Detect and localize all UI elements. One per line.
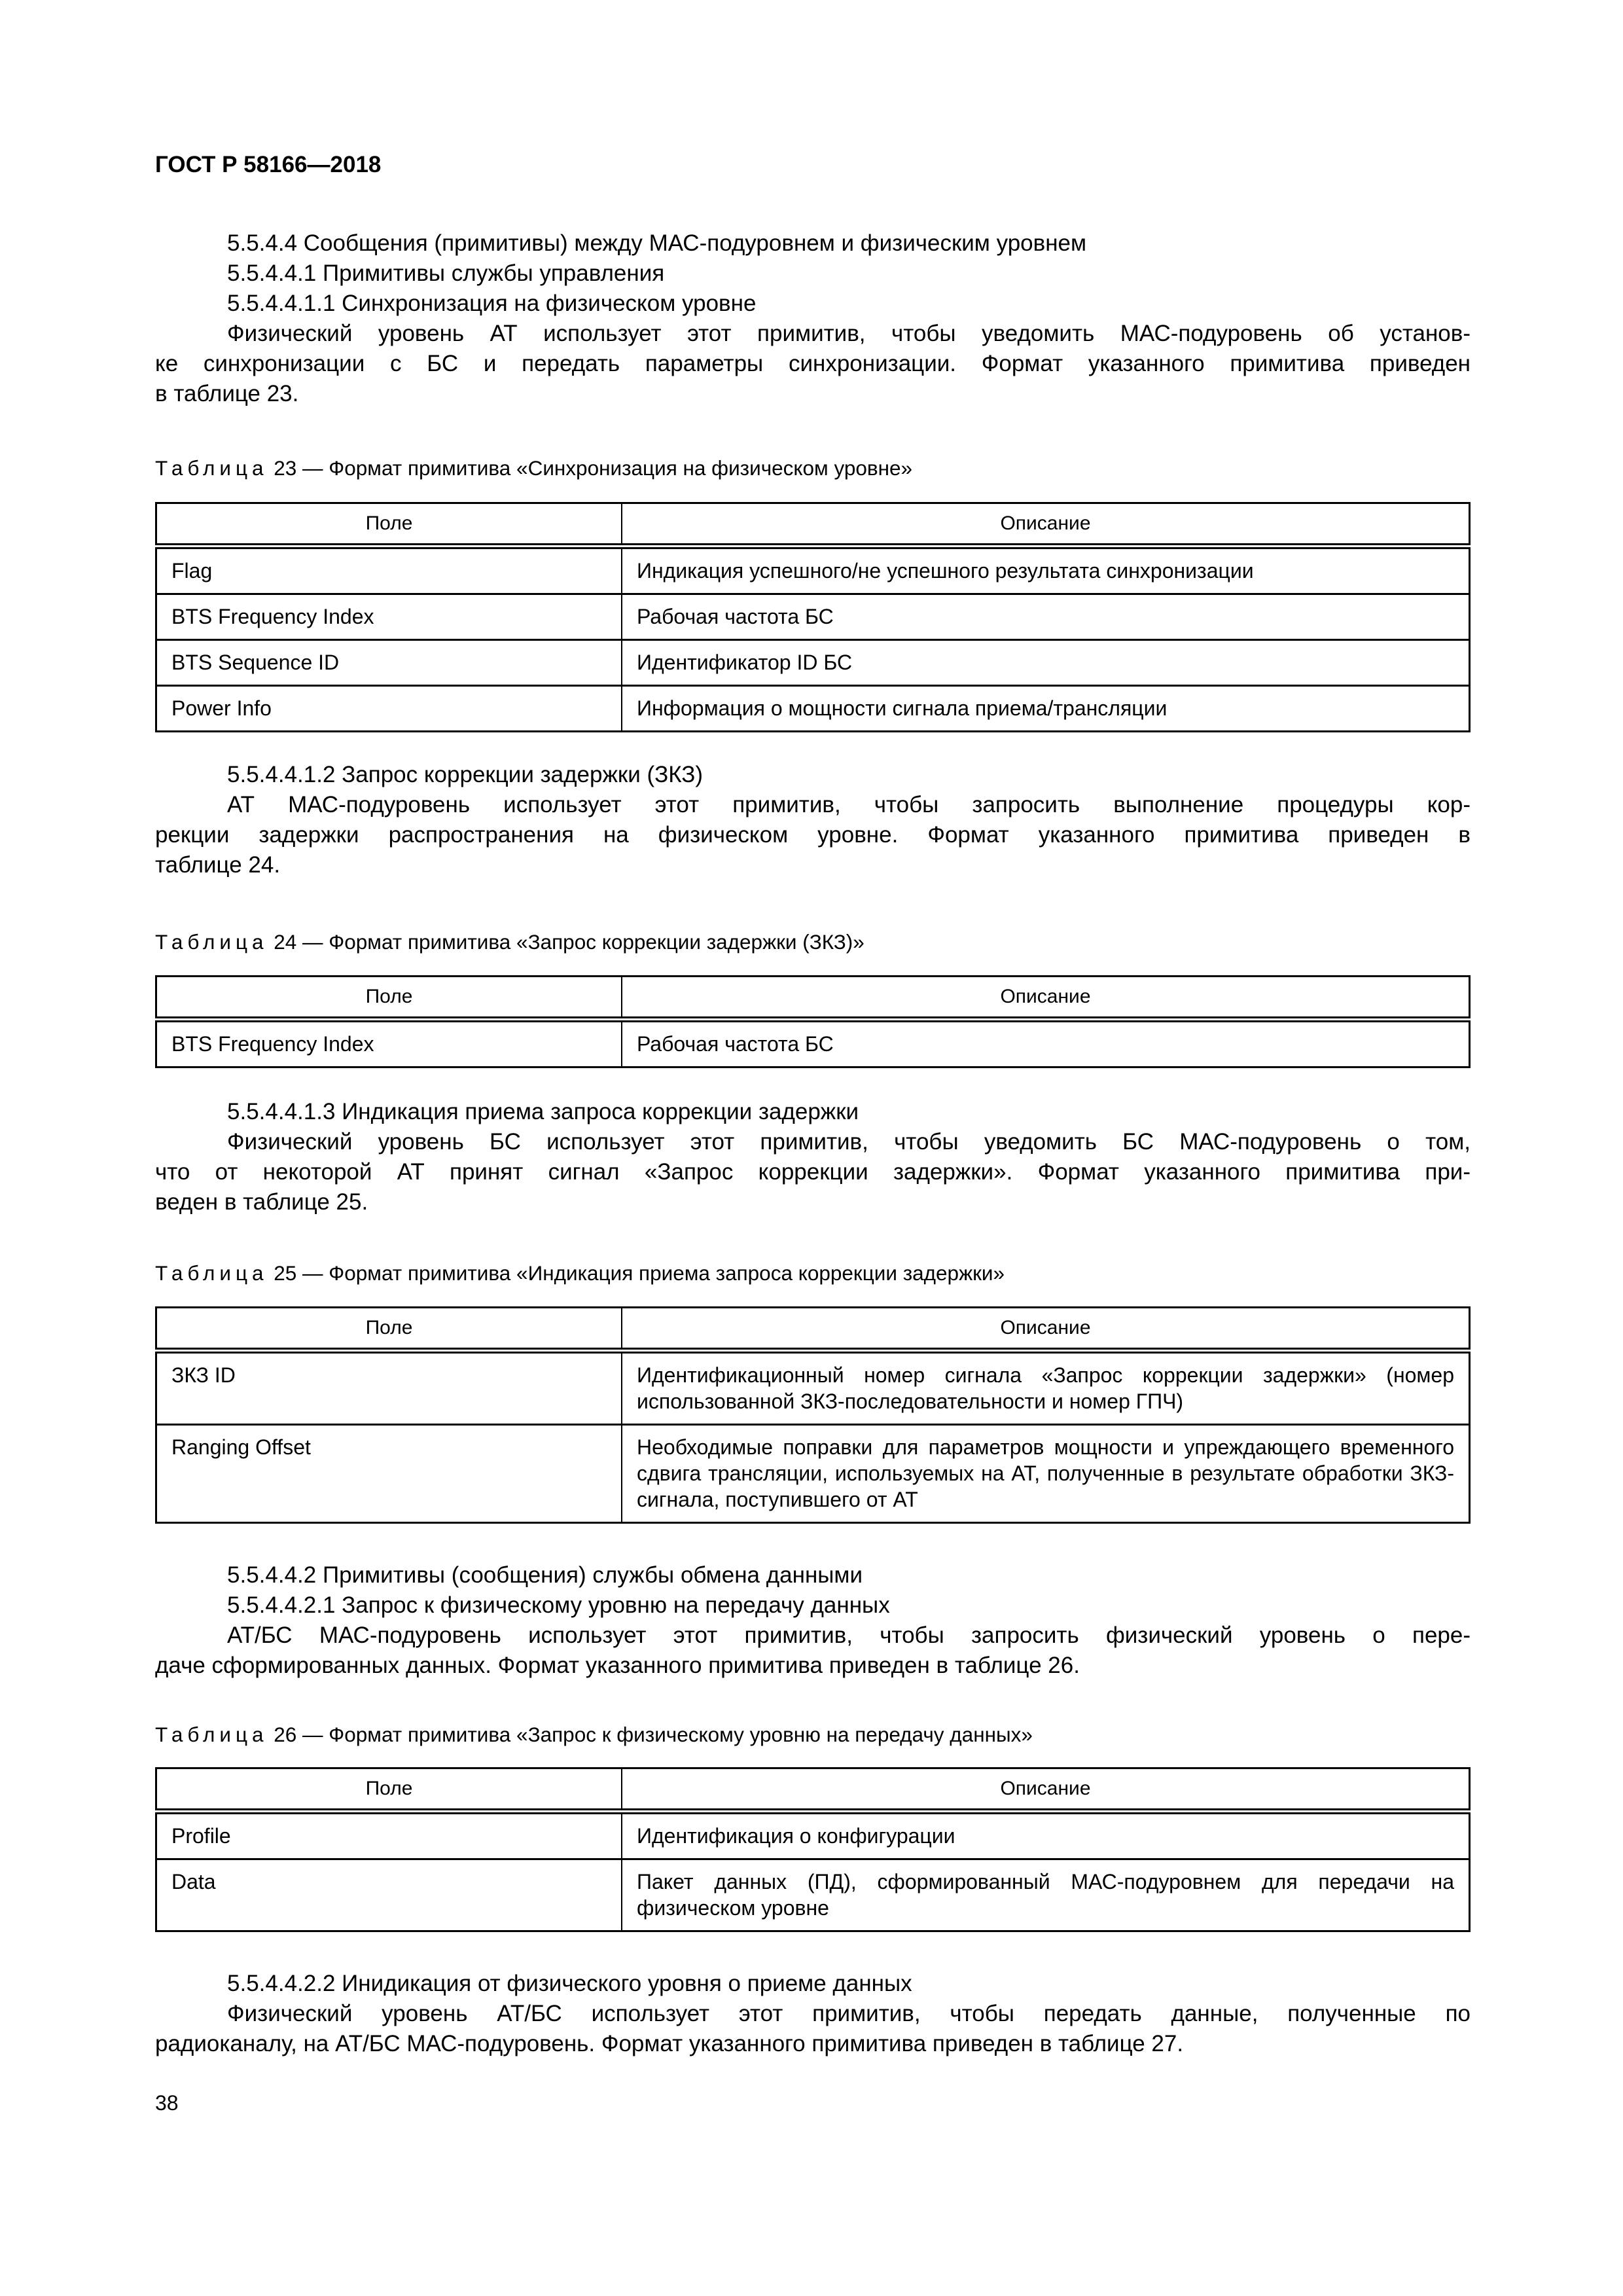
table-label: Таблица <box>155 1261 268 1285</box>
heading-5-5-4-4-1-2: 5.5.4.4.1.2 Запрос коррекции задержки (ЗКЗ) <box>227 762 704 787</box>
heading-5-5-4-4-1: 5.5.4.4.1 Примитивы службы управления <box>227 260 665 286</box>
table-row <box>156 594 1470 640</box>
paragraph-line: АТ МАС-подуровень использует этот примитив, чтобы запросить выполнение процедуры кор- <box>227 792 1471 817</box>
section-5-5-4-4-1-3 <box>155 1097 1471 1217</box>
description-cell: Идентификация о конфигурации <box>622 1812 1470 1859</box>
table-title: 25 — Формат примитива «Индикация приема запроса коррекции задержки» <box>268 1261 1005 1285</box>
paragraph-line: веден в таблице 25. <box>155 1189 368 1215</box>
table-row <box>156 1020 1470 1067</box>
paragraph-line: радиоканалу, на АТ/БС МАС-подуровень. Формат указанного примитива приведен в таблице 27. <box>155 2031 1184 2056</box>
paragraph-line: таблице 24. <box>155 852 281 878</box>
table-title: 24 — Формат примитива «Запрос коррекции задержки (ЗКЗ)» <box>268 930 865 954</box>
table-header-row <box>156 977 1470 1020</box>
column-header-field: Поле <box>156 977 622 1020</box>
table-24 <box>155 975 1471 1068</box>
paragraph-line: даче сформированных данных. Формат указанного примитива приведен в таблице 26. <box>155 1653 1080 1678</box>
table-row <box>156 1859 1470 1931</box>
table-25 <box>155 1306 1471 1524</box>
paragraph-line: ке синхронизации с БС и передать параметры синхронизации. Формат указанного примитива приведен <box>155 351 1471 376</box>
document-header: ГОСТ Р 58166—2018 <box>155 152 382 177</box>
field-cell: Flag <box>156 547 622 594</box>
paragraph-line: в таблице 23. <box>155 381 299 406</box>
table-row <box>156 640 1470 686</box>
paragraph-line: АТ/БС МАС-подуровень использует этот примитив, чтобы запросить физический уровень о пере- <box>227 1623 1471 1648</box>
paragraph-line: Физический уровень АТ/БС использует этот примитив, чтобы передать данные, полученные по <box>227 2001 1471 2026</box>
field-cell: Ranging Offset <box>156 1425 622 1523</box>
column-header-field: Поле <box>156 1308 622 1351</box>
heading-5-5-4-4-2: 5.5.4.4.2 Примитивы (сообщения) службы обмена данными <box>227 1562 863 1588</box>
table-23 <box>155 502 1471 732</box>
description-cell: Необходимые поправки для параметров мощности и упреждающего временного сдвига трансляции, используемых на АТ, полученные в результате обработки ЗКЗ-сигнала, поступившего от АТ <box>622 1425 1470 1523</box>
field-cell: BTS Sequence ID <box>156 640 622 686</box>
paragraph-line: рекции задержки распространения на физическом уровне. Формат указанного примитива приведен в <box>155 822 1471 848</box>
heading-5-5-4-4-2-1: 5.5.4.4.2.1 Запрос к физическому уровню на передачу данных <box>227 1592 890 1618</box>
field-cell: Data <box>156 1859 622 1931</box>
description-cell: Пакет данных (ПД), сформированный МАС-подуровнем для передачи на физическом уровне <box>622 1859 1470 1931</box>
field-cell: BTS Frequency Index <box>156 1020 622 1067</box>
column-header-description: Описание <box>622 977 1470 1020</box>
table-title: 23 — Формат примитива «Синхронизация на физическом уровне» <box>268 456 913 480</box>
table-label: Таблица <box>155 1723 268 1746</box>
section-5-5-4-4-1-2 <box>155 760 1471 880</box>
table-row <box>156 1812 1470 1859</box>
description-cell: Идентификатор ID БС <box>622 640 1470 686</box>
description-cell: Индикация успешного/не успешного результата синхронизации <box>622 547 1470 594</box>
paragraph-line: Физический уровень БС использует этот примитив, чтобы уведомить БС МАС-подуровень о том, <box>227 1129 1471 1155</box>
column-header-description: Описание <box>622 1768 1470 1812</box>
table-row <box>156 1351 1470 1425</box>
table-row <box>156 547 1470 594</box>
table-23-caption <box>155 455 912 481</box>
section-5-5-4-4-2-2 <box>155 1969 1471 2059</box>
table-header-row <box>156 1308 1470 1351</box>
table-row <box>156 1425 1470 1523</box>
table-26-caption <box>155 1721 1033 1748</box>
table-24-caption <box>155 929 865 955</box>
table-header-row <box>156 503 1470 547</box>
table-26 <box>155 1767 1471 1932</box>
table-header-row <box>156 1768 1470 1812</box>
heading-5-5-4-4-2-2: 5.5.4.4.2.2 Инидикация от физического уровня о приеме данных <box>227 1971 912 1996</box>
column-header-description: Описание <box>622 503 1470 547</box>
paragraph-line: что от некоторой АТ принят сигнал «Запрос коррекции задержки». Формат указанного примитива при- <box>155 1159 1471 1185</box>
column-header-description: Описание <box>622 1308 1470 1351</box>
table-title: 26 — Формат примитива «Запрос к физическому уровню на передачу данных» <box>268 1723 1033 1746</box>
paragraph-line: Физический уровень АТ использует этот примитив, чтобы уведомить МАС-подуровень об установ- <box>227 321 1471 346</box>
heading-5-5-4-4: 5.5.4.4 Сообщения (примитивы) между МАС-подуровнем и физическим уровнем <box>227 230 1087 256</box>
description-cell: Рабочая частота БС <box>622 1020 1470 1067</box>
field-cell: Profile <box>156 1812 622 1859</box>
section-5-5-4-4 <box>155 228 1471 409</box>
table-25-caption <box>155 1260 1005 1286</box>
heading-5-5-4-4-1-3: 5.5.4.4.1.3 Индикация приема запроса коррекции задержки <box>227 1099 859 1124</box>
field-cell: BTS Frequency Index <box>156 594 622 640</box>
column-header-field: Поле <box>156 1768 622 1812</box>
page-number: 38 <box>155 2091 179 2115</box>
description-cell: Информация о мощности сигнала приема/трансляции <box>622 686 1470 732</box>
description-cell: Идентификационный номер сигнала «Запрос коррекции задержки» (номер использованной ЗКЗ-последовательности и номер ГПЧ) <box>622 1351 1470 1425</box>
table-label: Таблица <box>155 456 268 480</box>
field-cell: ЗКЗ ID <box>156 1351 622 1425</box>
table-label: Таблица <box>155 930 268 954</box>
table-row <box>156 686 1470 732</box>
heading-5-5-4-4-1-1: 5.5.4.4.1.1 Синхронизация на физическом уровне <box>227 291 757 316</box>
description-cell: Рабочая частота БС <box>622 594 1470 640</box>
section-5-5-4-4-2 <box>155 1560 1471 1681</box>
field-cell: Power Info <box>156 686 622 732</box>
column-header-field: Поле <box>156 503 622 547</box>
